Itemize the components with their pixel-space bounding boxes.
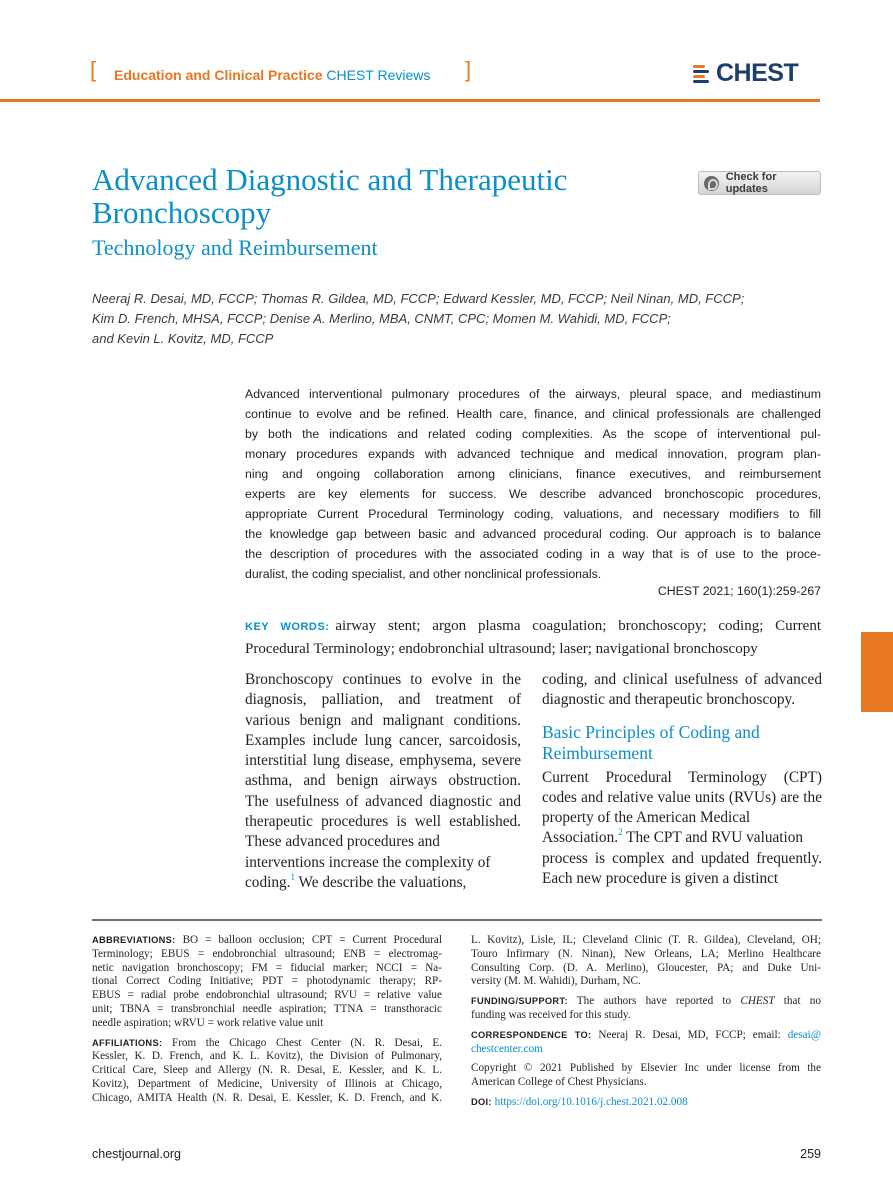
body-column-right bbox=[542, 670, 822, 889]
header-text bbox=[114, 67, 430, 83]
footnote-line: Touro Infirmary (N. Ninan), New Orleans, LA; Merlino Healthcare bbox=[471, 947, 821, 960]
body-line: Bronchoscopy continues to evolve in the bbox=[245, 671, 521, 688]
abstract-line: duralist, the coding specialist, and other nonclinical professionals. bbox=[245, 567, 602, 581]
footnote-line: EBUS = radial probe endobronchial ultrasound; RVU = relative value bbox=[92, 989, 442, 1002]
author-list bbox=[92, 289, 792, 349]
section-edge-tab bbox=[861, 632, 893, 712]
footnote-line: Kessler, K. D. French, and K. L. Kovitz), the Division of Pulmonary, bbox=[92, 1050, 442, 1063]
affiliations-label: AFFILIATIONS: bbox=[92, 1037, 163, 1048]
footnote-line: netic navigation bronchoscopy; FM = fiducial marker; NCCI = Na- bbox=[92, 961, 442, 974]
keywords bbox=[245, 615, 821, 660]
footnote-line: Chicago, AMITA Health (N. R. Desai, E. Kessler, K. D. French, and K. bbox=[92, 1091, 442, 1104]
footnote-line: unit; TBNA = transbronchial needle aspiration; TTNA = transthoracic bbox=[92, 1002, 442, 1015]
chest-logo-text: CHEST bbox=[716, 58, 799, 87]
email-link-continued[interactable]: chestcenter.com bbox=[471, 1042, 543, 1055]
body-line: Examples include lung cancer, sarcoidosis, bbox=[245, 731, 521, 749]
check-for-updates-button[interactable] bbox=[698, 171, 821, 195]
check-for-updates-label: Check for updates bbox=[725, 171, 777, 195]
header-section: Education and Clinical Practice bbox=[114, 67, 323, 83]
reference-link[interactable]: 2 bbox=[618, 827, 623, 838]
copyright-line: American College of Chest Physicians. bbox=[471, 1076, 647, 1089]
article-subtitle: Technology and Reimbursement bbox=[92, 235, 378, 260]
body-line: Current Procedural Terminology (CPT) bbox=[542, 768, 822, 786]
header-divider bbox=[0, 99, 820, 102]
doi-link[interactable]: https://doi.org/10.1016/j.chest.2021.02.008 bbox=[494, 1095, 688, 1108]
body-line: The usefulness of advanced diagnostic and bbox=[245, 792, 521, 810]
footnote-line: Consulting Corp. (D. A. Merlino), Gloucester, PA; and Duke Uni- bbox=[471, 961, 821, 974]
footnote-line: needle aspiration; wRVU = work relative value unit bbox=[92, 1016, 324, 1029]
body-line: These advanced procedures and bbox=[245, 833, 440, 851]
body-line: coding, and clinical usefulness of advanced bbox=[542, 671, 822, 688]
section-heading: Basic Principles of Coding and Reimbursement bbox=[542, 721, 760, 763]
footnote-line: Critical Care, Sleep and Allergy (N. R. Desai, E. Kessler, and K. L. bbox=[92, 1064, 442, 1077]
doi-label: DOI: bbox=[471, 1096, 492, 1107]
email-link[interactable]: desai@ bbox=[787, 1028, 821, 1041]
footnote-divider bbox=[92, 919, 822, 921]
article-title: Advanced Diagnostic and Therapeutic Bronchoscopy bbox=[92, 162, 568, 230]
body-line: diagnosis, palliation, and treatment of bbox=[245, 691, 521, 709]
abstract-line: monary procedures expands with advanced technique and medical innovation, program plan- bbox=[245, 447, 821, 461]
author-line: Kim D. French, MHSA, FCCP; Denise A. Merlino, MBA, CNMT, CPC; Momen M. Wahidi, MD, FCCP; bbox=[92, 311, 671, 326]
body-line: codes and relative value units (RVUs) are the bbox=[542, 788, 822, 806]
header-close-bracket: ] bbox=[465, 57, 472, 82]
footnote-line: funding was received for this study. bbox=[471, 1008, 631, 1021]
body-line: coding.$^1$ We describe the valuations, bbox=[245, 871, 467, 891]
body-line: diagnostic and therapeutic bronchoscopy. bbox=[542, 691, 796, 709]
chest-logo bbox=[693, 60, 798, 86]
abstract-line: by both the indications and related coding complexities. As the scope of interventional pul- bbox=[245, 427, 821, 441]
body-line: interstitial lung disease, emphysema, severe bbox=[245, 752, 521, 770]
abstract-line: the description of procedures with the associated coding in a way that is of use to the proce- bbox=[245, 547, 821, 561]
abstract-line: experts are key elements for success. We describe advanced bronchoscopic procedures, bbox=[245, 487, 821, 501]
abstract-line: ning and ongoing collaboration among clinicians, finance executives, and reimbursement bbox=[245, 467, 821, 481]
abbreviations-label: ABBREVIATIONS: bbox=[92, 935, 176, 945]
author-line: and Kevin L. Kovitz, MD, FCCP bbox=[92, 331, 274, 346]
footnote-line: Terminology; EBUS = endobronchial ultrasound; ENB = electromag- bbox=[92, 947, 442, 960]
body-line: Association.$^2$ The CPT and RVU valuation bbox=[542, 827, 804, 847]
body-line: Each new procedure is given a distinct bbox=[542, 870, 779, 888]
chest-logo-icon bbox=[693, 63, 713, 83]
body-column-left bbox=[245, 670, 521, 893]
reference-link[interactable]: 1 bbox=[290, 871, 295, 882]
page-number: 259 bbox=[800, 1147, 821, 1161]
header-open-bracket: [ bbox=[90, 57, 97, 82]
footnote-line: versity (M. M. Wahidi), Durham, NC. bbox=[471, 975, 641, 988]
copyright-line: Copyright © 2021 Published by Elsevier Inc under license from the bbox=[471, 1062, 821, 1075]
abstract-line: Advanced interventional pulmonary procedures of the airways, pleural space, and mediastinum bbox=[245, 387, 821, 401]
keywords-label: KEY WORDS: bbox=[245, 621, 330, 633]
crossmark-icon bbox=[704, 176, 719, 191]
body-line: process is complex and updated frequently. bbox=[542, 849, 822, 867]
keywords-line: airway stent; argon plasma coagulation; bronchoscopy; coding; Current bbox=[335, 618, 821, 634]
citation: CHEST 2021; 160(1):259-267 bbox=[657, 584, 821, 598]
header-series: CHEST Reviews bbox=[326, 67, 431, 83]
keywords-line: Procedural Terminology; endobronchial ultrasound; laser; navigational bronchoscopy bbox=[245, 641, 758, 657]
funding-label: FUNDING/SUPPORT: bbox=[471, 996, 568, 1007]
author-line: Neeraj R. Desai, MD, FCCP; Thomas R. Gildea, MD, FCCP; Edward Kessler, MD, FCCP; Neil Ninan, MD, FCCP; bbox=[92, 291, 745, 306]
abstract-line: the knowledge gap between basic and advanced procedural coding. Our approach is to balance bbox=[245, 527, 821, 541]
footnote-line: Kovitz), Department of Medicine, University of Illinois at Chicago, bbox=[92, 1077, 442, 1090]
abstract-line: appropriate Current Procedural Terminology coding, valuations, and necessary modifiers to fill bbox=[245, 507, 821, 521]
body-line: various benign and malignant conditions. bbox=[245, 711, 521, 729]
footnote-line: L. Kovitz), Lisle, IL; Cleveland Clinic (T. R. Gildea), Cleveland, OH; bbox=[471, 934, 821, 946]
footnote-line: tional Correct Coding Initiative; PDT = photodynamic therapy; RP- bbox=[92, 975, 442, 988]
abstract-line: continue to evolve and be refined. Health care, finance, and clinical professionals are challenged bbox=[245, 407, 821, 421]
body-line: property of the American Medical bbox=[542, 809, 751, 827]
correspondence-label: CORRESPONDENCE TO: bbox=[471, 1029, 592, 1040]
footnotes-left: ABBREVIATIONS: BO = balloon occlusion; CPT = Current Procedural Terminology; EBUS = endobronchial ultrasound; ENB = electromag- netic navigation bronchoscopy; FM = fiducial marker; NCCI = Na- tional Correct Coding Initiative; PDT = photodynamic therapy; RP- EBUS = radial probe endobronchial ultrasound; RVU = relative value unit; TBNA = transbronchial needle aspiration; TTNA = transthoracic needle aspiration; wRVU = work relative value unit AFFILIATIONS: From the Chicago Chest Center (N. R. Desai, E. Kessler, K. D. French, and K. L. Kovitz), the Division of Pulmonary, Critical Care, Sleep and Allergy (N. R. Desai, E. Kessler, and K. L. Kovitz), Department of Medicine, University of Illinois at Chicago, Chicago, AMITA Health (N. R. Desai, E. Kessler, K. D. French, and K. bbox=[92, 934, 443, 1104]
abstract bbox=[245, 384, 821, 584]
body-line: interventions increase the complexity of bbox=[245, 853, 491, 871]
journal-website[interactable]: chestjournal.org bbox=[92, 1147, 181, 1161]
footnotes-right: L. Kovitz), Lisle, IL; Cleveland Clinic (T. R. Gildea), Cleveland, OH; Touro Infirmary (N. Ninan), New Orleans, LA; Merlino Healthcare Consulting Corp. (D. A. Merlino), Gloucester, PA; and Duke Uni- versity (M. M. Wahidi), Durham, NC. FUNDING/SUPPORT: The authors have reported to CHEST that no funding was received for this study. CORRESPONDENCE TO: Neeraj R. Desai, MD, FCCP; email: desai@ chestcenter.com Copyright © 2021 Published by Elsevier Inc under license from the American College of Chest Physicians. DOI: https://doi.org/10.1016/j.chest.2021.02.008 bbox=[471, 934, 821, 1108]
body-line: asthma, and benign airways obstruction. bbox=[245, 772, 521, 790]
body-line: therapeutic procedures is well established. bbox=[245, 813, 521, 831]
